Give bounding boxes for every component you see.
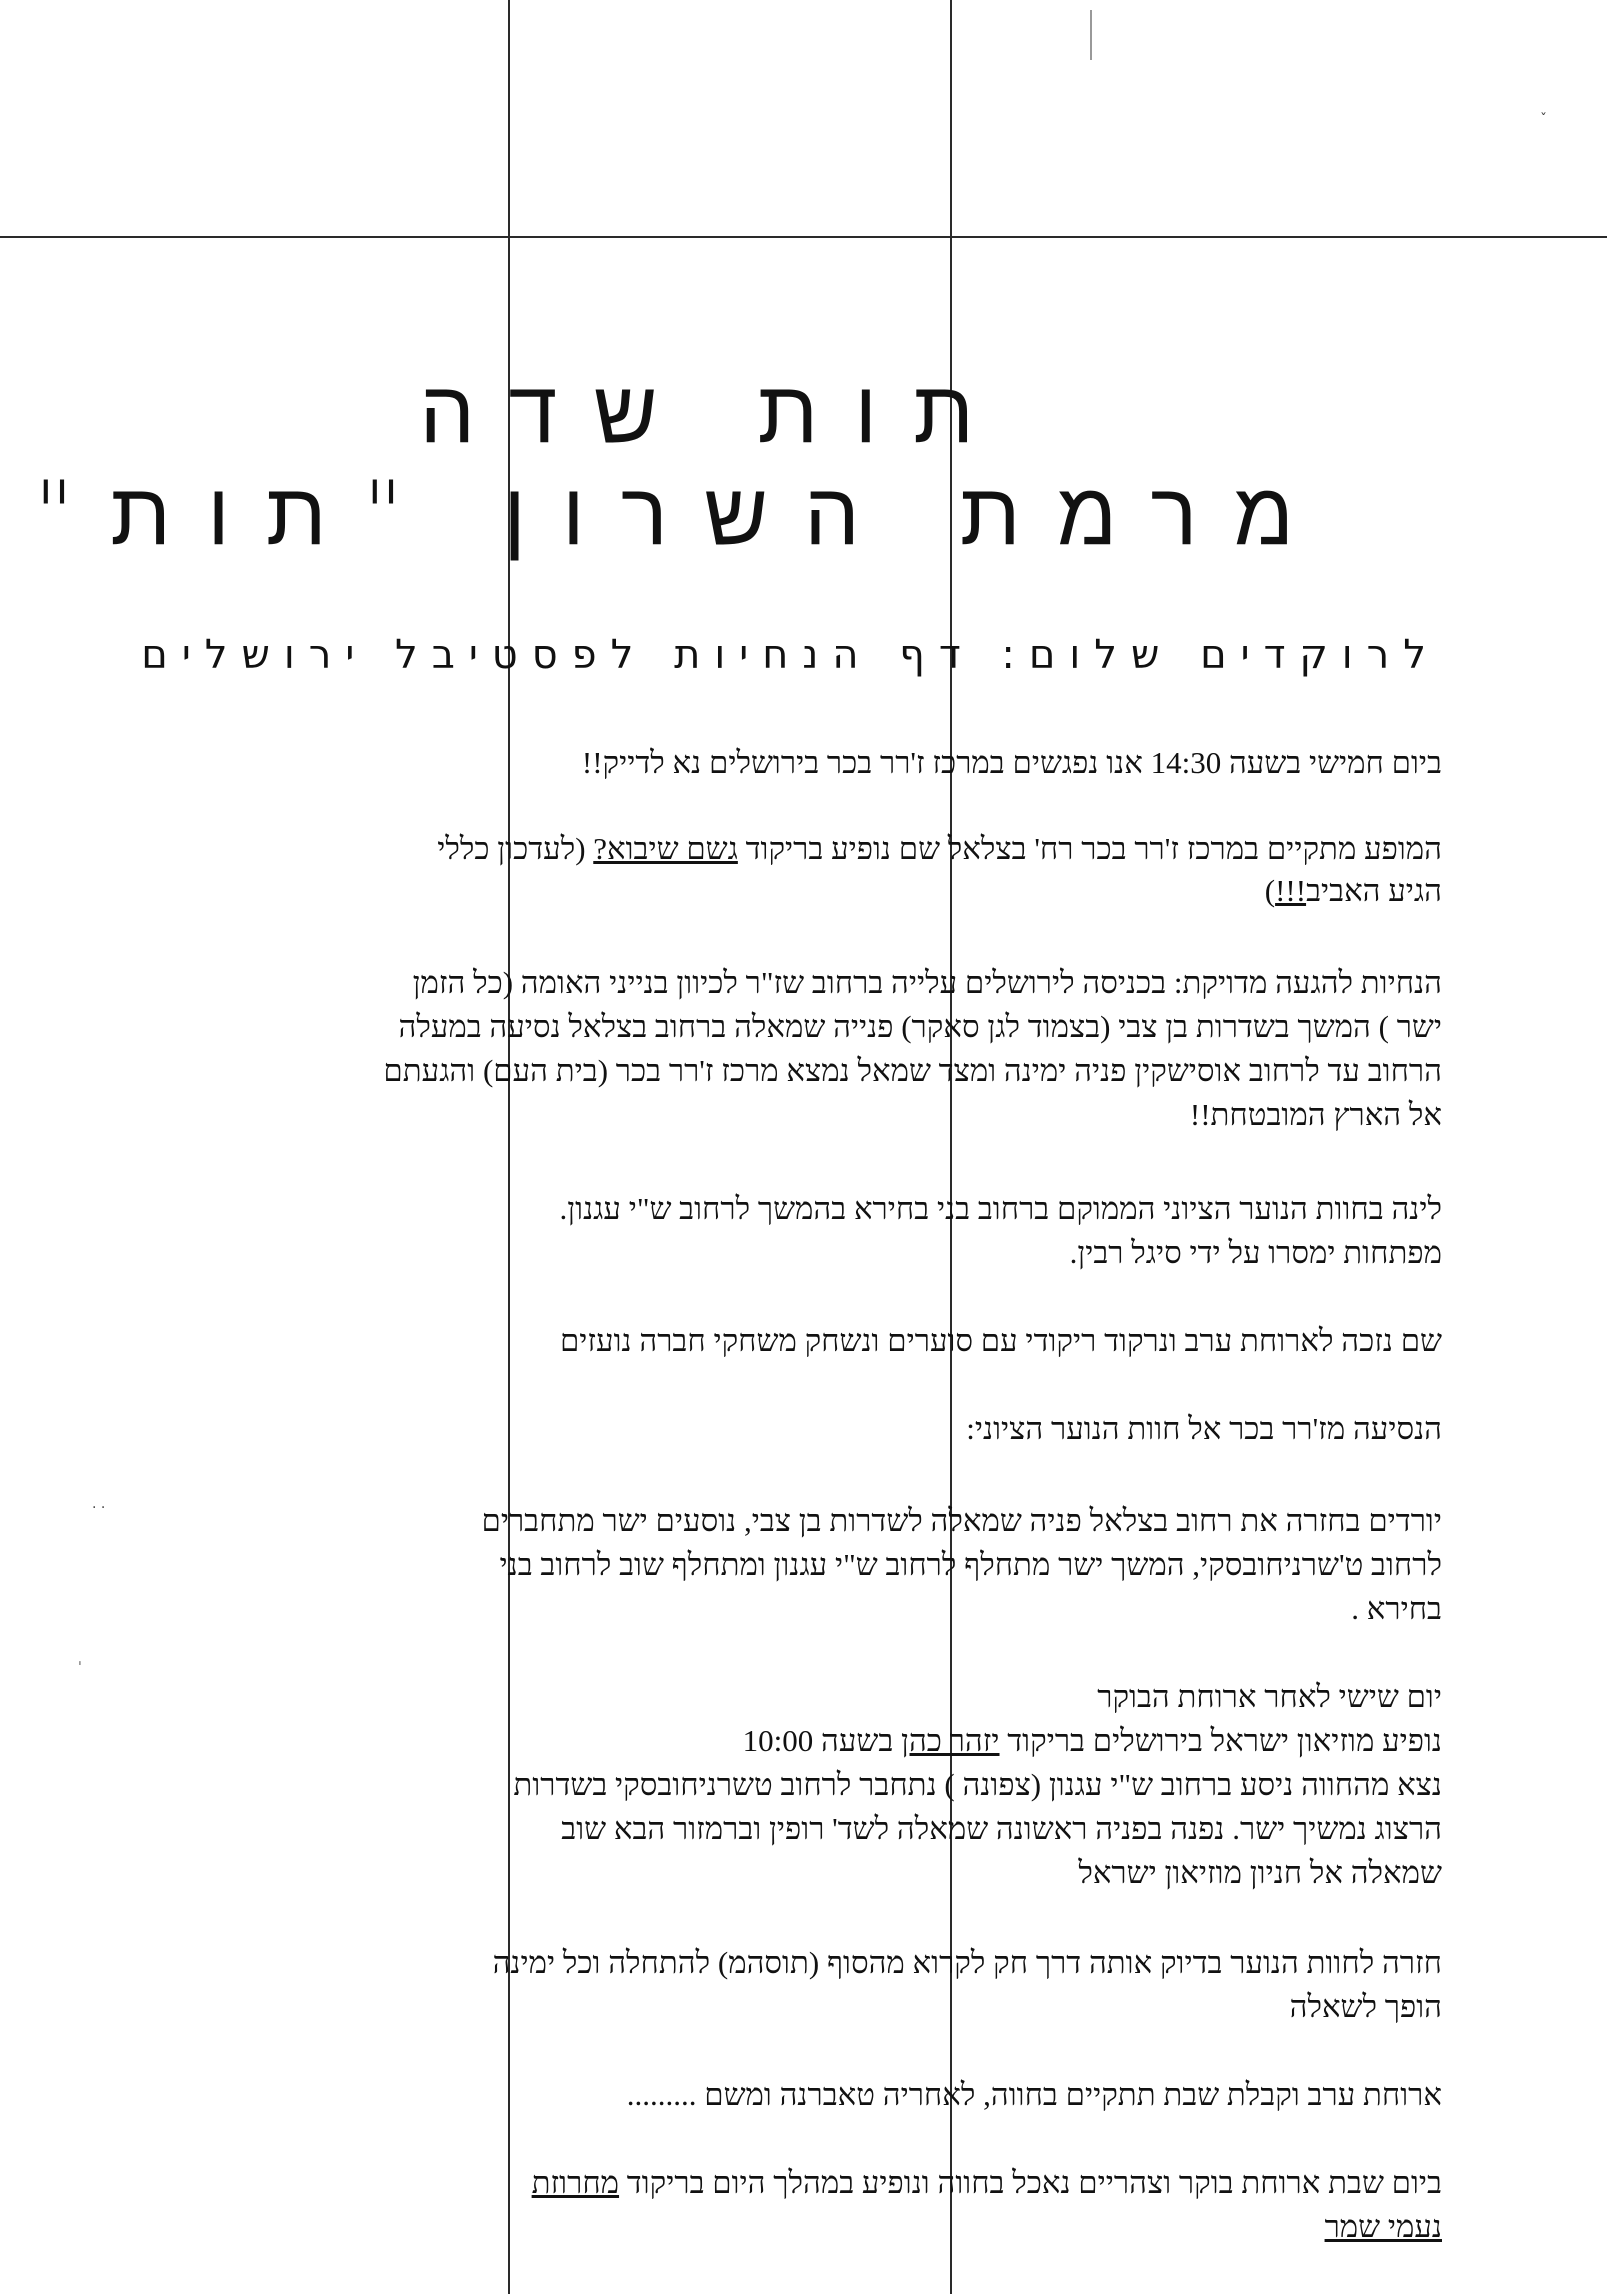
performance-text-2-end: )	[1264, 873, 1276, 908]
return-line: הופך לשאלה	[1289, 1989, 1442, 2024]
title-line-1: תות שדה	[419, 360, 1010, 463]
subtitle: לרוקדים שלום: דף הנחיות לפסטיבל ירושלים	[141, 632, 1440, 678]
scan-speck: ˇ	[1540, 112, 1547, 128]
paragraph-performance	[437, 826, 1442, 872]
dance-name-underlined: גשם שיבוא?	[593, 831, 738, 866]
scan-speck: · ·	[92, 1500, 106, 1516]
horizontal-fold-line	[0, 236, 1607, 238]
shabbat-evening-line: ארוחת ערב וקבלת שבת תתקיים בחווה, לאחריה טאברנה ומשם .........	[626, 2077, 1442, 2112]
performance-text: המופע מתקיים במרכז ז'רר בכר רח' בצלאל שם נופיע בריקוד	[737, 831, 1442, 866]
saturday-text: ביום שבת ארוחת בוקר וצהריים נאכל בחווה ונופיע במהלך היום בריקוד	[619, 2165, 1442, 2200]
performance-text-2: הגיע האביב	[1306, 873, 1442, 908]
vertical-fold-mark-top	[1090, 10, 1092, 60]
lodging-line: לינה בחוות הנוער הציוני הממוקם ברחוב בני בחירא בהמשך לרחוב ש"י עגנון.	[559, 1191, 1442, 1226]
friday-route-line: שמאלה אל חניון מוזיאון ישראל	[1078, 1855, 1442, 1890]
directions-line: ישר ) המשך בשדרות בן צבי (בצמוד לגן סאקר) פנייה שמאלה ברחוב בצלאל נסיעה במעלה	[398, 1009, 1442, 1044]
evening-line: שם נזכה לארוחת ערב ונרקוד ריקודי עם סוערים ונשחק משחקי חברה נועזים	[559, 1323, 1442, 1358]
exclamation-underlined: !!!	[1275, 873, 1307, 908]
return-line: חזרה לחוות הנוער בדיוק אותה דרך חק לקרוא מהסוף (תוסהמ) להתחלה וכל ימינה	[492, 1945, 1442, 1980]
dance-name-underlined: נעמי שמר	[1324, 2209, 1442, 2244]
directions-line: הנחיות להגעה מדויקת: בכניסה לירושלים עלייה ברחוב שז"ר לכיוון בנייני האומה (כל הזמן	[412, 965, 1442, 1000]
museum-time: בשעה 10:00	[742, 1723, 902, 1758]
museum-text: נופיע מוזיאון ישראל בירושלים בריקוד	[999, 1723, 1442, 1758]
dance-name-underlined: מחרוזת	[531, 2165, 620, 2200]
friday-museum-line	[743, 1718, 1442, 1764]
friday-route-line: נצא מהחווה ניסע ברחוב ש"י עגנון (צפונה ) נתחבר לרחוב טשרניחובסקי בשדרות	[513, 1767, 1442, 1802]
directions-line: אל הארץ המובטחת!!	[1189, 1097, 1442, 1132]
route-line: לרחוב ט'שרניחובסקי, המשך ישר מתחלף לרחוב ש"י עגנון ומתחלף שוב לרחוב בני	[499, 1547, 1442, 1582]
paragraph-performance-line-2	[1265, 868, 1442, 914]
performance-text-end: (לעדכון כללי	[437, 831, 594, 866]
lodging-line: מפתחות ימסרו על ידי סיגל רבין.	[1069, 1235, 1442, 1270]
directions-line: הרחוב עד לרחוב אוסישקין פניה ימינה ומצד שמאל נמצא מרכז ז'רר בכר (בית העם) והגעתם	[383, 1053, 1442, 1088]
route-line: יורדים בחזרה את רחוב בצלאל פניה שמאלה לשדרות בן צבי, נוסעים ישר מתחברים	[481, 1503, 1442, 1538]
saturday-line	[532, 2160, 1442, 2206]
title-line-2: מרמת השרון "תות"	[33, 462, 1330, 565]
saturday-line-2	[1325, 2204, 1442, 2250]
scan-speck: ˈ	[78, 1660, 82, 1676]
dance-name-underlined: יזהר כהן	[901, 1723, 1000, 1758]
route-heading: הנסיעה מז'רר בכר אל חוות הנוער הציוני:	[966, 1411, 1442, 1446]
friday-line: יום שישי לאחר ארוחת הבוקר	[1097, 1679, 1442, 1714]
route-line: בחירא .	[1351, 1591, 1442, 1626]
paragraph-meeting-time: ביום חמישי בשעה 14:30 אנו נפגשים במרכז ז'רר בכר בירושלים נא לדייק!!	[581, 745, 1442, 780]
friday-route-line: הרצוג נמשיך ישר. נפנה בפניה ראשונה שמאלה לשד' רופין וברמזור הבא שוב	[561, 1811, 1442, 1846]
